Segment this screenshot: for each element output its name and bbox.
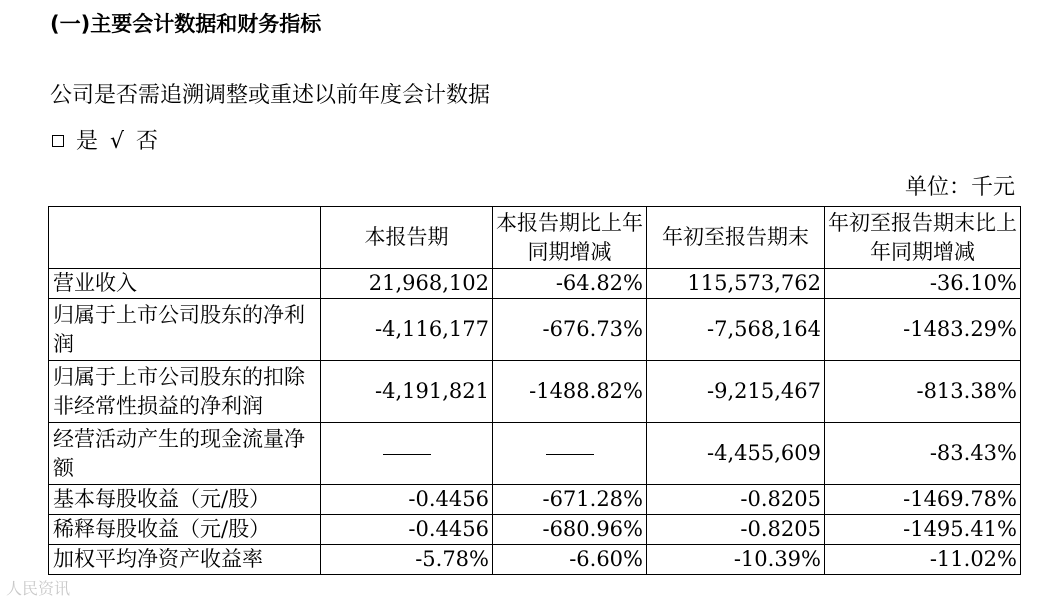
cell-value: 21,968,102 <box>321 269 493 299</box>
dash-line <box>546 454 594 455</box>
option-yes-label: 是 <box>76 129 99 154</box>
cell-value: -4,455,609 <box>647 423 825 485</box>
cell-value: -4,191,821 <box>321 361 493 423</box>
row-label: 基本每股收益（元/股） <box>49 485 321 515</box>
row-label: 归属于上市公司股东的扣除非经常性损益的净利润 <box>49 361 321 423</box>
cell-value: -9,215,467 <box>647 361 825 423</box>
cell-value: -64.82% <box>493 269 647 299</box>
cell-value: -11.02% <box>825 545 1021 575</box>
cell-dash <box>493 423 647 485</box>
cell-value: -671.28% <box>493 485 647 515</box>
table-row <box>49 545 1021 575</box>
cell-value: -0.8205 <box>647 485 825 515</box>
header-cell-empty <box>49 207 321 269</box>
table-header-row <box>49 207 1021 269</box>
cell-value: -36.10% <box>825 269 1021 299</box>
row-label: 加权平均净资产收益率 <box>49 545 321 575</box>
restatement-options <box>50 124 158 155</box>
dash-line <box>383 454 431 455</box>
table-row <box>49 269 1021 299</box>
row-label: 营业收入 <box>49 269 321 299</box>
cell-value: -0.4456 <box>321 485 493 515</box>
cell-value: -0.4456 <box>321 515 493 545</box>
cell-value: -6.60% <box>493 545 647 575</box>
table-row <box>49 299 1021 361</box>
table-row <box>49 423 1021 485</box>
watermark: 人民资讯 <box>6 579 71 598</box>
cell-value: -1483.29% <box>825 299 1021 361</box>
row-label: 经营活动产生的现金流量净额 <box>49 423 321 485</box>
cell-value: -0.8205 <box>647 515 825 545</box>
cell-value: -10.39% <box>647 545 825 575</box>
cell-value: -5.78% <box>321 545 493 575</box>
cell-value: 115,573,762 <box>647 269 825 299</box>
section-title: (一)主要会计数据和财务指标 <box>50 12 322 36</box>
table-row <box>49 515 1021 545</box>
header-ytd: 年初至报告期末 <box>647 207 825 269</box>
cell-value: -1495.41% <box>825 515 1021 545</box>
unchecked-box-icon <box>52 135 64 147</box>
cell-value: -83.43% <box>825 423 1021 485</box>
check-mark-icon: √ <box>110 129 125 154</box>
cell-value: -7,568,164 <box>647 299 825 361</box>
cell-value: -680.96% <box>493 515 647 545</box>
header-ytd-change: 年初至报告期末比上年同期增减 <box>825 207 1021 269</box>
cell-value: -1469.78% <box>825 485 1021 515</box>
cell-value: -676.73% <box>493 299 647 361</box>
row-label: 归属于上市公司股东的净利润 <box>49 299 321 361</box>
table-row <box>49 485 1021 515</box>
financial-indicators-table <box>48 206 1021 575</box>
header-current-period-change: 本报告期比上年同期增减 <box>493 207 647 269</box>
cell-value: -813.38% <box>825 361 1021 423</box>
header-current-period: 本报告期 <box>321 207 493 269</box>
cell-value: -1488.82% <box>493 361 647 423</box>
table-row <box>49 361 1021 423</box>
option-no-label: 否 <box>136 129 159 154</box>
cell-dash <box>321 423 493 485</box>
restatement-question: 公司是否需追溯调整或重述以前年度会计数据 <box>50 83 491 108</box>
cell-value: -4,116,177 <box>321 299 493 361</box>
row-label: 稀释每股收益（元/股） <box>49 515 321 545</box>
unit-label: 单位：千元 <box>904 175 1015 200</box>
